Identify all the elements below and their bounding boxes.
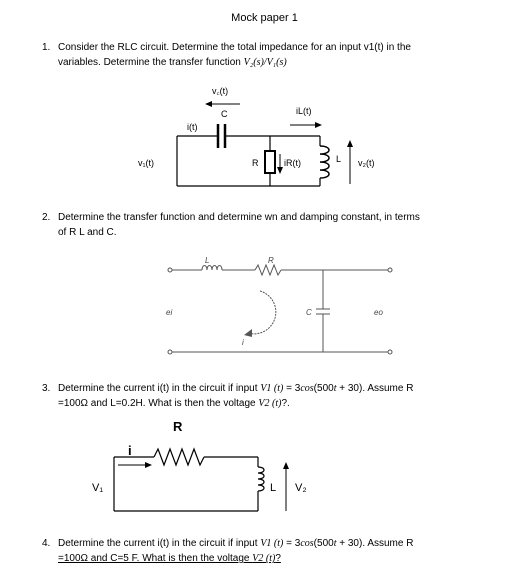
resistor-label: R bbox=[173, 419, 183, 434]
terminal bbox=[388, 350, 392, 354]
loop-current-label: i bbox=[242, 338, 244, 347]
terminal bbox=[168, 268, 172, 272]
question-number: 4. bbox=[42, 538, 51, 549]
v2-label: V₂ bbox=[295, 482, 307, 494]
v2-arrow-head bbox=[283, 462, 289, 469]
question-number: 3. bbox=[42, 383, 51, 394]
question-text-line: variables. Determine the transfer function V₂(s)/V₁(s) bbox=[58, 57, 287, 68]
resistor-label: R bbox=[252, 158, 259, 168]
question-4 bbox=[42, 536, 498, 566]
rl-circuit-figure-3 bbox=[90, 415, 330, 520]
question-3 bbox=[42, 381, 498, 411]
il-label: iL(t) bbox=[296, 106, 312, 116]
question-number: 2. bbox=[42, 212, 51, 223]
resistor bbox=[154, 449, 204, 465]
ir-arrow-head bbox=[277, 167, 283, 174]
page-title: Mock paper 1 bbox=[231, 12, 298, 24]
question-2 bbox=[42, 210, 498, 240]
question-number: 1. bbox=[42, 42, 51, 53]
inductor-label: L bbox=[205, 256, 210, 265]
question-text-line: Consider the RLC circuit. Determine the total impedance for an input v1(t) in the bbox=[58, 42, 411, 53]
question-text-line: Determine the transfer function and determine wn and damping constant, in terms bbox=[58, 212, 420, 223]
ir-label: iR(t) bbox=[284, 158, 301, 168]
v1-label: v₁(t) bbox=[138, 158, 155, 168]
inductor bbox=[258, 467, 264, 491]
current-label: i bbox=[128, 443, 132, 458]
inductor bbox=[202, 266, 222, 271]
vc-label: v꜀(t) bbox=[212, 86, 229, 96]
rlc-circuit-figure-2 bbox=[160, 255, 400, 365]
question-text-line: =100Ω and C=5 F. What is then the voltage V2 (t)? bbox=[58, 553, 281, 564]
resistor bbox=[255, 265, 281, 275]
il-arrow-head bbox=[315, 122, 322, 128]
inductor-label: L bbox=[336, 154, 342, 164]
current-arrow-head bbox=[145, 462, 152, 468]
question-text-line: Determine the current i(t) in the circuit if input V1 (t) = 3cos(500t + 30). Assume R bbox=[58, 538, 414, 549]
inductor bbox=[320, 146, 329, 178]
eo-label: eo bbox=[374, 308, 383, 317]
current-label: i(t) bbox=[187, 122, 198, 132]
capacitor-label: C bbox=[221, 109, 228, 119]
inductor-label: L bbox=[270, 482, 277, 494]
question-text-line: Determine the current i(t) in the circuit if input V1 (t) = 3cos(500t + 30). Assume R bbox=[58, 383, 414, 394]
capacitor-label: C bbox=[306, 308, 312, 317]
resistor bbox=[265, 151, 275, 173]
vc-arrow-head bbox=[205, 101, 212, 107]
v2-arrow-head bbox=[347, 140, 353, 147]
question-text-line: =100Ω and L=0.2H. What is then the voltage V2 (t)?. bbox=[58, 398, 290, 409]
terminal bbox=[168, 350, 172, 354]
question-text-line: of R L and C. bbox=[58, 227, 117, 238]
loop-arrow-head bbox=[244, 329, 252, 337]
ei-label: ei bbox=[166, 308, 173, 317]
loop-current-arrow bbox=[248, 291, 276, 334]
question-1 bbox=[42, 40, 498, 70]
v1-label: V₁ bbox=[92, 482, 104, 494]
v2-label: v₂(t) bbox=[358, 158, 375, 168]
resistor-label: R bbox=[268, 256, 274, 265]
rlc-circuit-figure-1 bbox=[130, 80, 410, 200]
terminal bbox=[388, 268, 392, 272]
